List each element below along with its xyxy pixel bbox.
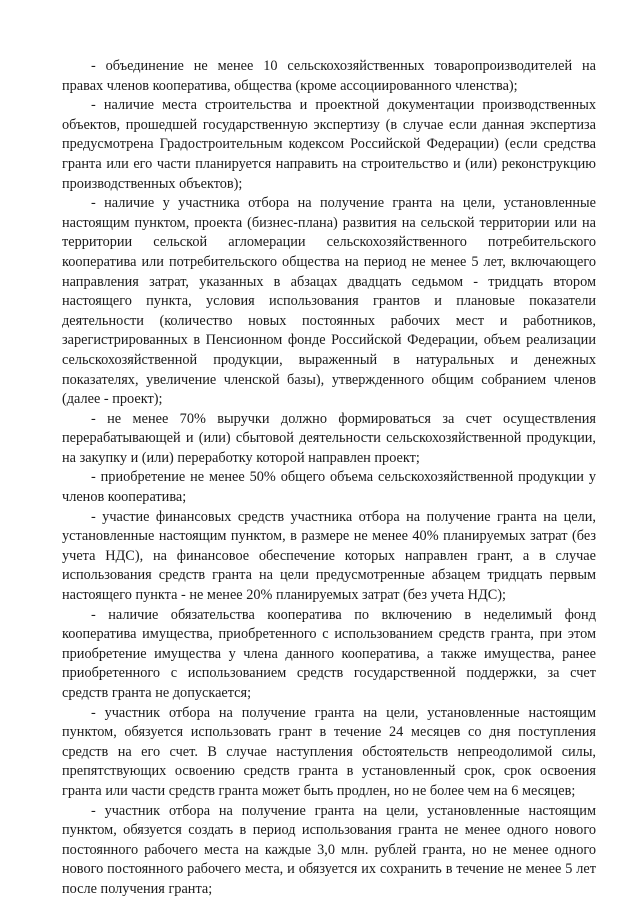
paragraph-purchase-from-members: - приобретение не менее 50% общего объема сельскохозяйственной продукции у членов кооператива; xyxy=(62,469,596,506)
paragraph-business-plan: - наличие у участника отбора на получение гранта на цели, установленные настоящим пунктом, проекта (бизнес-плана) развития на сельской территории или на территории сельской агломерации сельскохозяйственного потребительского кооператива или потребительского общества на период не менее 5 лет, включающего направления затрат, указанных в абзацах двадцать седьмом - тридцать втором настоящего пункта, условия использования грантов и плановые показатели деятельности (количество новых постоянных рабочих мест и работников, зарегистрированных в Пенсионном фонде Российской Федерации, объем реализации сельскохозяйственной продукции, выраженный в натуральных и денежных показателях, увеличение членской базы), утвержденного общим собранием членов (далее - проект); xyxy=(62,195,596,408)
paragraph-construction-site: - наличие места строительства и проектной документации производственных объектов, прошедшей государственную экспертизу (в случае если данная экспертиза предусмотрена Градостроительным кодексом Российской Федерации) (если средства гранта или его части планируется направить на строительство и (или) реконструкцию производственных объектов); xyxy=(62,97,596,192)
paragraph-revenue-share: - не менее 70% выручки должно формироваться за счет осуществления перерабатывающей и (или) сбытовой деятельности сельскохозяйственной продукции, на закупку и (или) переработку которой направлен проект; xyxy=(62,410,596,466)
paragraph-grant-usage-term: - участник отбора на получение гранта на цели, установленные настоящим пунктом, обязуется использовать грант в течение 24 месяцев со дня поступления средств на его счет. В случае наступления обстоятельств непреодолимой силы, препятствующих освоению средств гранта в установленный срок, срок освоения гранта или части средств гранта может быть продлен, но не более чем на 6 месяцев; xyxy=(62,704,596,799)
paragraph-cooperative-members: - объединение не менее 10 сельскохозяйственных товаропроизводителей на правах членов кооператива, общества (кроме ассоциированного членства); xyxy=(62,58,596,94)
document-body xyxy=(62,57,596,900)
paragraph-own-funds-participation: - участие финансовых средств участника отбора на получение гранта на цели, установленные настоящим пунктом, в размере не менее 40% планируемых затрат (без учета НДС), на финансовое обеспечение которых направлен грант, а в случае использования средств гранта на цели предусмотренные абзацем тридцать первым настоящего пункта - не менее 20% планируемых затрат (без учета НДС); xyxy=(62,508,596,604)
paragraph-indivisible-fund: - наличие обязательства кооператива по включению в неделимый фонд кооператива имущества, приобретенного с использованием средств гранта, при этом приобретение имущества у члена данного кооператива, а также имущества, ранее приобретенного с использованием средств государственной поддержки, за счет средств гранта не допускается; xyxy=(62,606,596,701)
paragraph-new-jobs: - участник отбора на получение гранта на цели, установленные настоящим пунктом, обязуется создать в период использования гранта не менее одного нового постоянного рабочего места на каждые 3,0 млн. рублей гранта, но не менее одного нового постоянного рабочего места, и обязуется их сохранить в течение не менее 5 лет после получения гранта; xyxy=(62,802,596,897)
